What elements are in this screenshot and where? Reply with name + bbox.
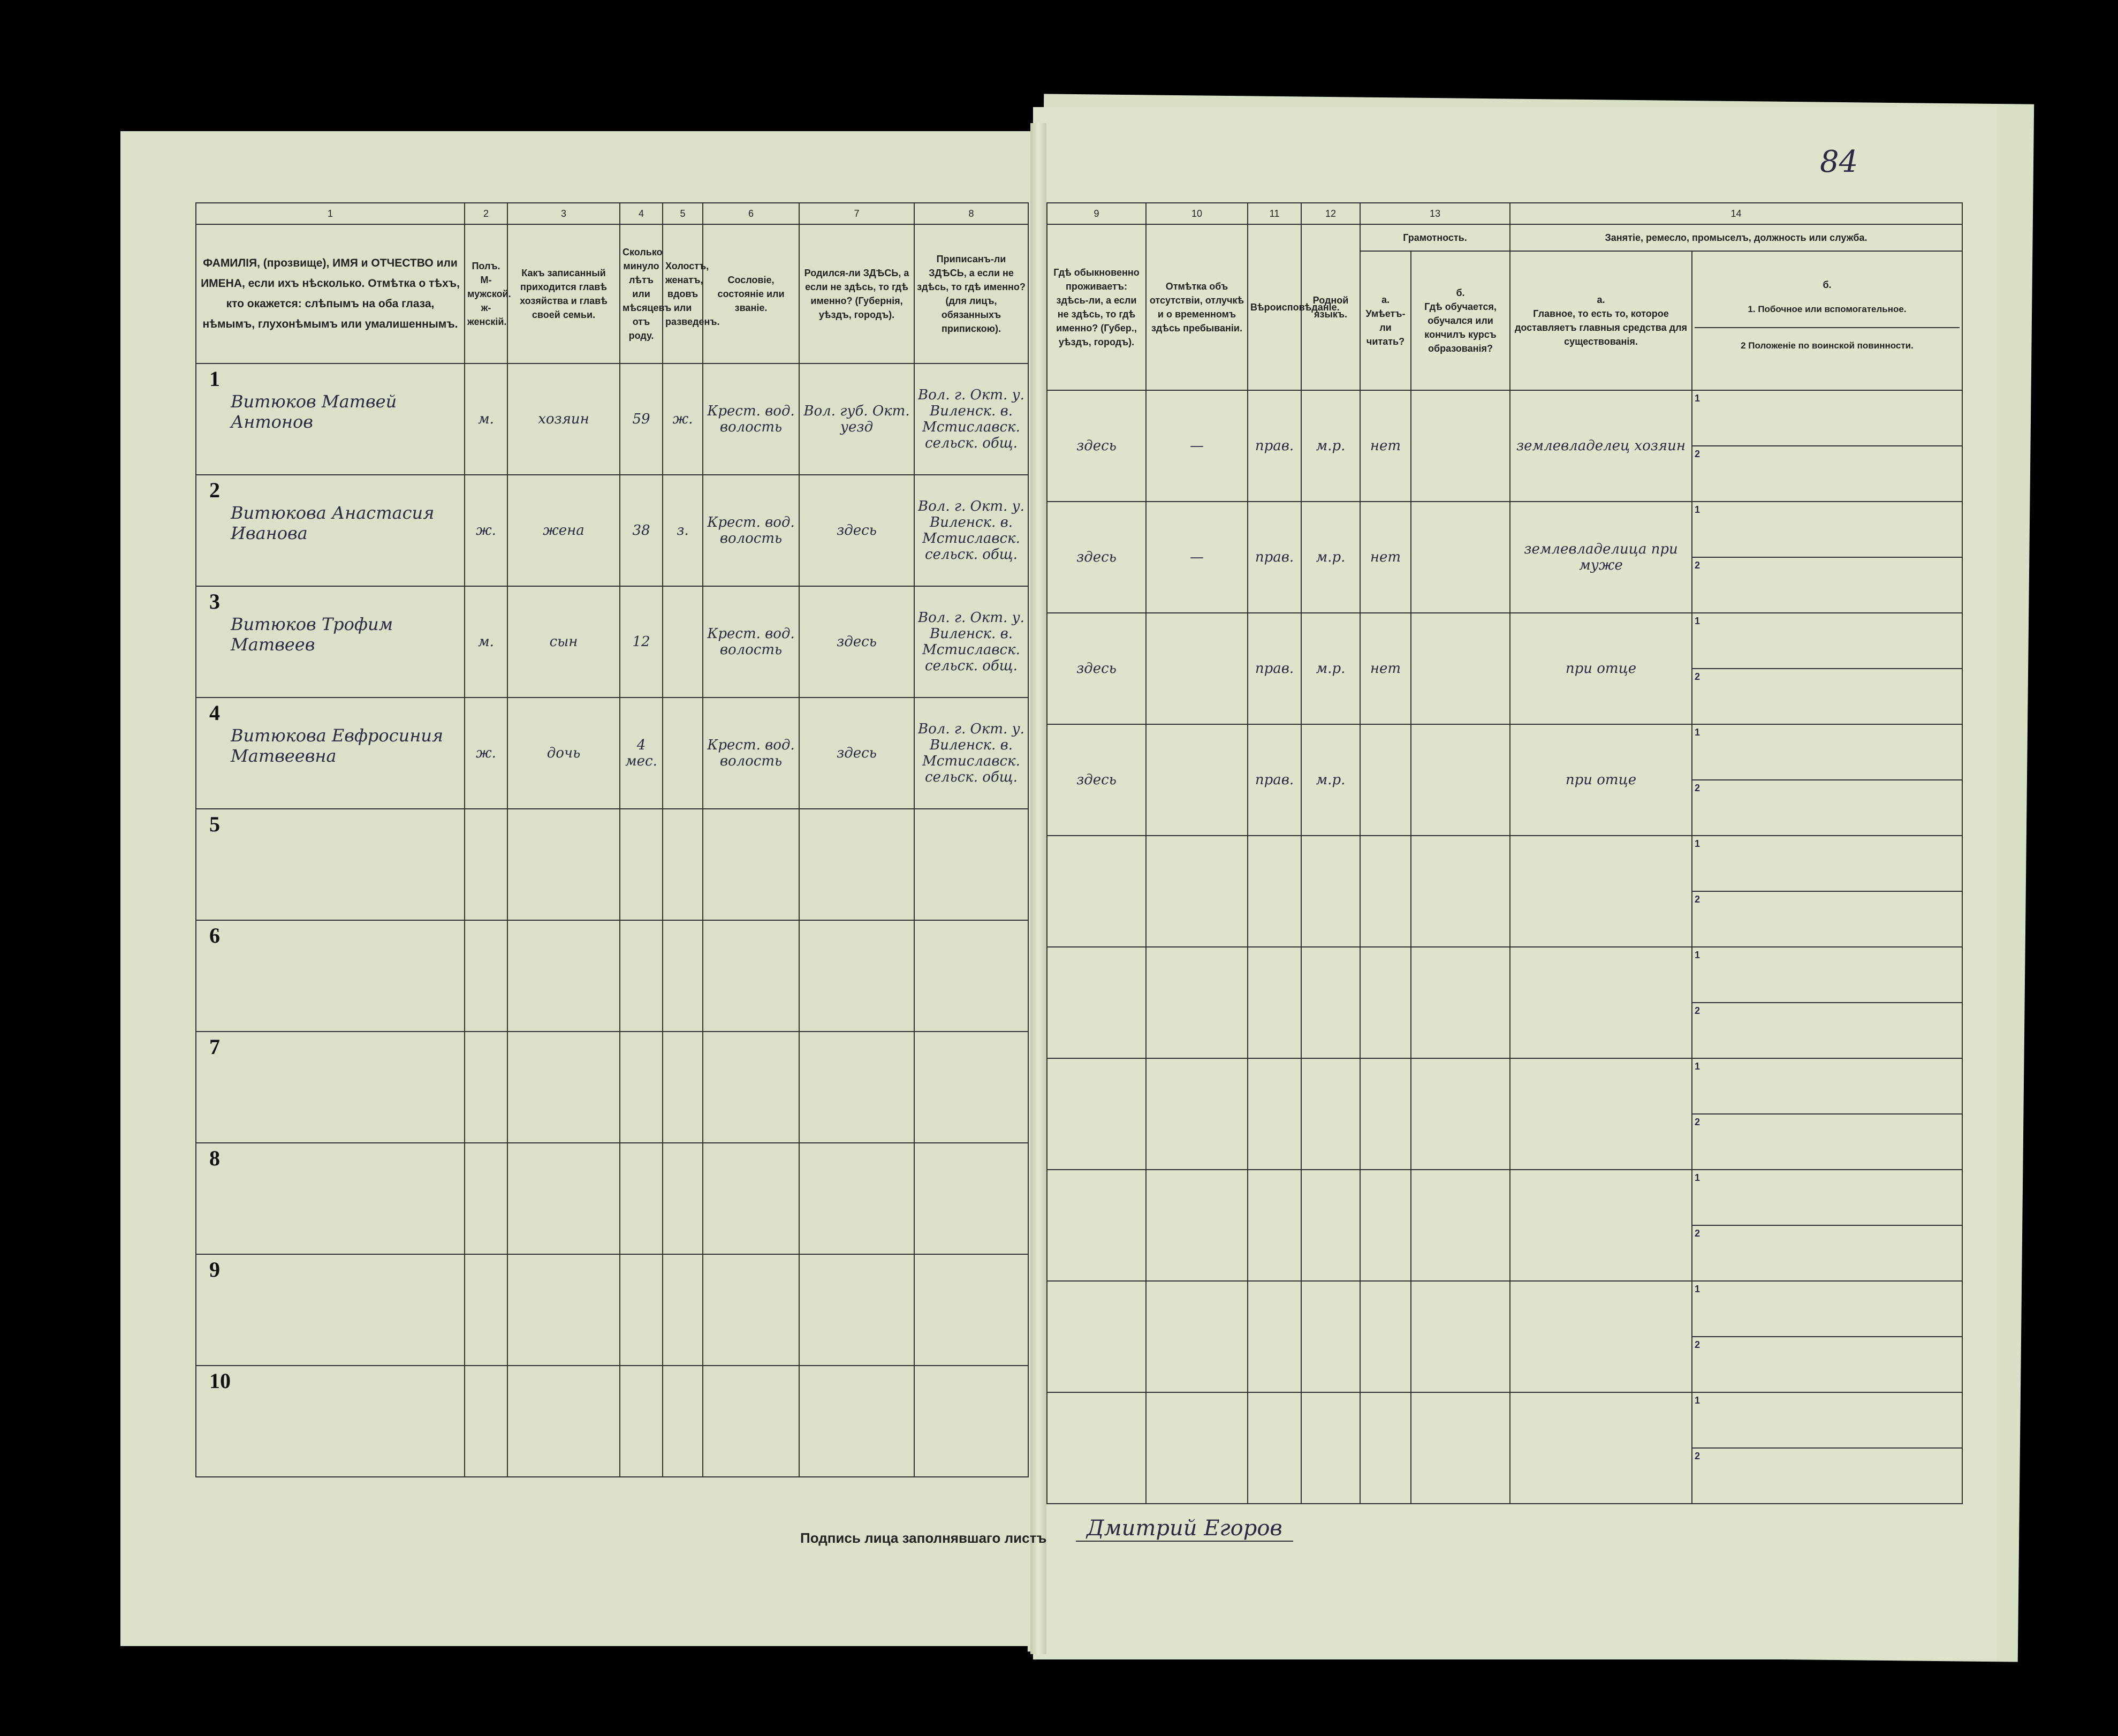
literacy-cell: нет	[1360, 613, 1411, 724]
sex-cell: м.	[465, 363, 507, 475]
occupation-cell	[1510, 836, 1692, 947]
age-cell: 4 мес.	[620, 698, 663, 809]
marital-cell	[663, 1366, 703, 1477]
relation-cell	[507, 1254, 620, 1366]
estate-cell	[703, 920, 799, 1032]
language-cell	[1301, 1058, 1360, 1170]
literacy-cell	[1360, 1392, 1411, 1504]
side-occupation-2: 2	[1695, 1117, 1701, 1127]
language-cell	[1301, 836, 1360, 947]
table-row	[1047, 724, 1962, 836]
sex-cell	[465, 1254, 507, 1366]
religion-cell	[1248, 947, 1301, 1058]
col-6-num: 6	[703, 203, 799, 224]
language-cell	[1301, 1392, 1360, 1504]
row-number: 6	[209, 923, 220, 947]
side-occupation-1: 1	[1692, 613, 1962, 669]
col-14-num: 14	[1510, 203, 1962, 224]
education-cell	[1411, 390, 1510, 502]
occupation-cell: землевладелец хозяин	[1510, 390, 1692, 502]
estate-cell	[703, 1143, 799, 1254]
row-number: 1	[209, 367, 220, 391]
col-7-num: 7	[799, 203, 914, 224]
residence-cell: здесь	[1047, 390, 1146, 502]
side-occupation-cell	[1692, 947, 1962, 1058]
residence-cell	[1047, 1058, 1146, 1170]
col-11-num: 11	[1248, 203, 1301, 224]
registered-cell: Вол. г. Окт. у. Виленск. в. Мстиславск. сельск. общ.	[914, 363, 1028, 475]
registered-cell	[914, 1254, 1028, 1366]
estate-cell: Крест. вод. волость	[703, 475, 799, 586]
sex-cell	[465, 1143, 507, 1254]
estate-cell: Крест. вод. волость	[703, 698, 799, 809]
col-9-num: 9	[1047, 203, 1146, 224]
age-cell: 38	[620, 475, 663, 586]
sex-cell	[465, 809, 507, 920]
side-occupation-1: 1	[1692, 1393, 1962, 1449]
side-occupation-1: 1	[1692, 725, 1962, 780]
name-cell	[196, 698, 465, 809]
side-occupation-split	[1692, 725, 1962, 835]
page-number: 84	[1820, 145, 1858, 179]
name-cell	[196, 586, 465, 698]
table-row	[196, 363, 1028, 475]
age-cell	[620, 920, 663, 1032]
absence-cell	[1146, 724, 1248, 836]
registered-cell	[914, 809, 1028, 920]
table-row	[196, 1254, 1028, 1366]
col-7-header: Родился-ли ЗДѢСЬ, а если не здѣсь, то гдѣ именно? (Губернія, уѣздъ, городъ).	[799, 224, 914, 363]
language-cell	[1301, 947, 1360, 1058]
religion-cell	[1248, 1170, 1301, 1281]
name-cell	[196, 363, 465, 475]
education-cell	[1411, 836, 1510, 947]
occupation-cell	[1510, 1281, 1692, 1392]
col-14a-header	[1510, 251, 1692, 390]
age-cell: 59	[620, 363, 663, 475]
absence-cell	[1146, 836, 1248, 947]
religion-cell: прав.	[1248, 724, 1301, 836]
religion-cell: прав.	[1248, 502, 1301, 613]
col-14a-label: а.	[1597, 294, 1605, 305]
religion-cell	[1248, 1392, 1301, 1504]
estate-cell: Крест. вод. волость	[703, 363, 799, 475]
religion-cell	[1248, 1058, 1301, 1170]
absence-cell	[1146, 613, 1248, 724]
col-12-header: Родной языкъ.	[1301, 224, 1360, 390]
side-occupation-cell	[1692, 1058, 1962, 1170]
col-14b2-text: 2 Положеніе по воинской повинности.	[1741, 340, 1914, 351]
side-occupation-split	[1692, 947, 1962, 1058]
col-3-header: Какъ записанный приходится главѣ хозяйства и главѣ своей семьи.	[507, 224, 620, 363]
name-cell	[196, 1143, 465, 1254]
side-occupation-cell	[1692, 724, 1962, 836]
side-occupation-2: 2	[1695, 1005, 1701, 1016]
side-occupation-1: 1	[1692, 391, 1962, 446]
education-cell	[1411, 1281, 1510, 1392]
col-12-num: 12	[1301, 203, 1360, 224]
side-occupation-split	[1692, 1282, 1962, 1392]
registered-cell: Вол. г. Окт. у. Виленск. в. Мстиславск. сельск. общ.	[914, 475, 1028, 586]
education-cell	[1411, 1392, 1510, 1504]
right-census-table	[1046, 202, 1963, 1504]
col-13-num: 13	[1360, 203, 1510, 224]
name-cell	[196, 920, 465, 1032]
col-13-header: Грамотность.	[1360, 224, 1510, 251]
religion-cell: прав.	[1248, 613, 1301, 724]
side-occupation-1: 1	[1692, 1170, 1962, 1226]
side-occupation-2: 2	[1695, 1451, 1701, 1461]
col-14a-text: Главное, то есть то, которое доставляетъ главныя средства для существованія.	[1514, 308, 1688, 347]
side-occupation-cell	[1692, 1170, 1962, 1281]
age-cell: 12	[620, 586, 663, 698]
birth-cell	[799, 1143, 914, 1254]
side-occupation-cell	[1692, 502, 1962, 613]
birth-cell	[799, 809, 914, 920]
table-row	[1047, 947, 1962, 1058]
col-14b1-text: 1. Побочное или вспомогательное.	[1695, 292, 1960, 328]
residence-cell	[1047, 1281, 1146, 1392]
literacy-cell	[1360, 1281, 1411, 1392]
education-cell	[1411, 724, 1510, 836]
residence-cell: здесь	[1047, 502, 1146, 613]
table-row	[196, 698, 1028, 809]
age-cell	[620, 1032, 663, 1143]
side-occupation-split	[1692, 1170, 1962, 1280]
col-2-header: Полъ. М-мужской. ж-женскій.	[465, 224, 507, 363]
side-occupation-1: 1	[1692, 1282, 1962, 1337]
col-10-num: 10	[1146, 203, 1248, 224]
table-row	[1047, 836, 1962, 947]
col-11-header: Вѣроисповѣданіе.	[1248, 224, 1301, 390]
occupation-cell	[1510, 1170, 1692, 1281]
language-cell	[1301, 1170, 1360, 1281]
birth-cell: Вол. губ. Окт. уезд	[799, 363, 914, 475]
name-cell	[196, 1032, 465, 1143]
language-cell: м.р.	[1301, 613, 1360, 724]
birth-cell	[799, 1032, 914, 1143]
relation-cell: дочь	[507, 698, 620, 809]
col-9-header: Гдѣ обыкновенно проживаетъ: здѣсь-ли, а если не здѣсь, то гдѣ именно? (Губер., уѣздъ, городъ).	[1047, 224, 1146, 390]
occupation-cell	[1510, 947, 1692, 1058]
relation-cell: жена	[507, 475, 620, 586]
name-cell	[196, 809, 465, 920]
table-row	[1047, 1281, 1962, 1392]
literacy-cell: нет	[1360, 502, 1411, 613]
marital-cell	[663, 698, 703, 809]
side-occupation-1: 1	[1692, 836, 1962, 892]
registered-cell: Вол. г. Окт. у. Виленск. в. Мстиславск. сельск. общ.	[914, 586, 1028, 698]
person-name: Витюкова Евфросиния Матвеевна	[231, 725, 444, 766]
table-row	[1047, 1058, 1962, 1170]
literacy-cell	[1360, 947, 1411, 1058]
col-1-header: ФАМИЛІЯ, (прозвище), ИМЯ и ОТЧЕСТВО или ИМЕНА, если ихъ нѣсколько. Отмѣтка о тѣхъ, кто окажется: слѣпымъ на оба глаза, нѣмымъ, глухонѣмымъ или умалишеннымъ.	[196, 224, 465, 363]
side-occupation-cell	[1692, 1281, 1962, 1392]
residence-cell: здесь	[1047, 724, 1146, 836]
residence-cell: здесь	[1047, 613, 1146, 724]
occupation-cell: при отце	[1510, 613, 1692, 724]
registered-cell: Вол. г. Окт. у. Виленск. в. Мстиславск. сельск. общ.	[914, 698, 1028, 809]
person-name: Витюков Трофим Матвеев	[231, 614, 393, 655]
col-13a-header	[1360, 251, 1411, 390]
estate-cell: Крест. вод. волость	[703, 586, 799, 698]
relation-cell: сын	[507, 586, 620, 698]
occupation-cell	[1510, 1392, 1692, 1504]
row-number: 10	[209, 1369, 231, 1393]
relation-cell	[507, 1366, 620, 1477]
col-13b-text: Гдѣ обучается, обучался или кончилъ курсъ образованія?	[1424, 301, 1497, 354]
literacy-cell	[1360, 1058, 1411, 1170]
person-name: Витюкова Анастасия Иванова	[231, 503, 435, 543]
table-row	[196, 809, 1028, 920]
education-cell	[1411, 613, 1510, 724]
signature-label: Подпись лица заполнявшаго листъ	[800, 1530, 1047, 1546]
relation-cell	[507, 1032, 620, 1143]
estate-cell	[703, 1254, 799, 1366]
side-occupation-2: 2	[1695, 449, 1701, 459]
person-name: Витюков Матвей Антонов	[231, 391, 397, 432]
religion-cell	[1248, 1281, 1301, 1392]
marital-cell	[663, 1032, 703, 1143]
table-row	[1047, 390, 1962, 502]
col-10-header: Отмѣтка объ отсутствіи, отлучкѣ и о временномъ здѣсь пребываніи.	[1146, 224, 1248, 390]
occupation-cell: при отце	[1510, 724, 1692, 836]
col-1-num: 1	[196, 203, 465, 224]
name-cell	[196, 1254, 465, 1366]
table-row	[1047, 1170, 1962, 1281]
absence-cell	[1146, 947, 1248, 1058]
row-number: 5	[209, 812, 220, 836]
table-row	[196, 1143, 1028, 1254]
col-14-header: Занятіе, ремесло, промыселъ, должность или служба.	[1510, 224, 1962, 251]
absence-cell	[1146, 1281, 1248, 1392]
col-2-num: 2	[465, 203, 507, 224]
religion-cell: прав.	[1248, 390, 1301, 502]
side-occupation-1: 1	[1692, 1059, 1962, 1115]
religion-cell	[1248, 836, 1301, 947]
sex-cell	[465, 1032, 507, 1143]
estate-cell	[703, 809, 799, 920]
estate-cell	[703, 1366, 799, 1477]
side-occupation-1: 1	[1692, 502, 1962, 558]
relation-cell: хозяин	[507, 363, 620, 475]
education-cell	[1411, 502, 1510, 613]
side-occupation-cell	[1692, 390, 1962, 502]
registered-cell	[914, 1032, 1028, 1143]
birth-cell	[799, 920, 914, 1032]
birth-cell	[799, 1366, 914, 1477]
birth-cell	[799, 1254, 914, 1366]
col-3-num: 3	[507, 203, 620, 224]
age-cell	[620, 1143, 663, 1254]
language-cell: м.р.	[1301, 502, 1360, 613]
absence-cell	[1146, 1392, 1248, 1504]
table-row	[1047, 1392, 1962, 1504]
estate-cell	[703, 1032, 799, 1143]
occupation-cell	[1510, 1058, 1692, 1170]
side-occupation-2: 2	[1695, 894, 1701, 905]
side-occupation-2: 2	[1695, 1339, 1701, 1350]
age-cell	[620, 1366, 663, 1477]
row-number: 4	[209, 701, 220, 725]
side-occupation-2: 2	[1695, 671, 1701, 682]
col-8-num: 8	[914, 203, 1028, 224]
side-occupation-split	[1692, 1393, 1962, 1503]
marital-cell	[663, 1254, 703, 1366]
side-occupation-cell	[1692, 836, 1962, 947]
col-4-num: 4	[620, 203, 663, 224]
col-13b-header	[1411, 251, 1510, 390]
side-occupation-split	[1692, 836, 1962, 946]
row-number: 2	[209, 478, 220, 502]
marital-cell: ж.	[663, 363, 703, 475]
sex-cell: ж.	[465, 698, 507, 809]
literacy-cell: нет	[1360, 390, 1411, 502]
row-number: 3	[209, 589, 220, 613]
table-row	[196, 920, 1028, 1032]
side-occupation-2: 2	[1695, 560, 1701, 571]
marital-cell	[663, 1143, 703, 1254]
residence-cell	[1047, 1170, 1146, 1281]
absence-cell	[1146, 1058, 1248, 1170]
residence-cell	[1047, 947, 1146, 1058]
residence-cell	[1047, 836, 1146, 947]
relation-cell	[507, 809, 620, 920]
sex-cell: ж.	[465, 475, 507, 586]
col-13a-label: а.	[1381, 294, 1390, 305]
sex-cell	[465, 1366, 507, 1477]
left-census-table	[195, 202, 1029, 1477]
absence-cell: —	[1146, 502, 1248, 613]
registered-cell	[914, 920, 1028, 1032]
occupation-cell: землевладелица при муже	[1510, 502, 1692, 613]
age-cell	[620, 809, 663, 920]
age-cell	[620, 1254, 663, 1366]
row-number: 9	[209, 1257, 220, 1282]
sex-cell	[465, 920, 507, 1032]
col-6-header: Сословіе, состояніе или званіе.	[703, 224, 799, 363]
table-row	[196, 586, 1028, 698]
col-13a-text: Умѣетъ-ли читать?	[1365, 308, 1406, 347]
absence-cell	[1146, 1170, 1248, 1281]
col-5-header: Холостъ, женатъ, вдовъ или разведенъ.	[663, 224, 703, 363]
side-occupation-split	[1692, 613, 1962, 724]
name-cell	[196, 1366, 465, 1477]
side-occupation-split	[1692, 1059, 1962, 1169]
table-row	[1047, 613, 1962, 724]
book-fold	[1030, 123, 1046, 1654]
language-cell: м.р.	[1301, 724, 1360, 836]
birth-cell: здесь	[799, 586, 914, 698]
row-number: 8	[209, 1146, 220, 1170]
side-occupation-split	[1692, 502, 1962, 612]
education-cell	[1411, 1170, 1510, 1281]
residence-cell	[1047, 1392, 1146, 1504]
side-occupation-2: 2	[1695, 1228, 1701, 1239]
col-8-header: Приписанъ-ли ЗДѢСЬ, а если не здѣсь, то гдѣ именно? (для лицъ, обязанныхъ припискою).	[914, 224, 1028, 363]
row-number: 7	[209, 1035, 220, 1059]
absence-cell: —	[1146, 390, 1248, 502]
literacy-cell	[1360, 724, 1411, 836]
table-row	[196, 475, 1028, 586]
education-cell	[1411, 1058, 1510, 1170]
birth-cell: здесь	[799, 475, 914, 586]
language-cell	[1301, 1281, 1360, 1392]
signature-value: Дмитрий Егоров	[1076, 1516, 1293, 1542]
marital-cell	[663, 920, 703, 1032]
table-row	[196, 1032, 1028, 1143]
relation-cell	[507, 920, 620, 1032]
col-14b-label: б.	[1823, 279, 1832, 290]
col-13b-label: б.	[1456, 287, 1465, 298]
col-14b-header	[1692, 251, 1962, 390]
sex-cell: м.	[465, 586, 507, 698]
side-occupation-cell	[1692, 613, 1962, 724]
education-cell	[1411, 947, 1510, 1058]
col-4-header: Сколько минуло лѣтъ или мѣсяцевъ отъ роду.	[620, 224, 663, 363]
side-occupation-1: 1	[1692, 947, 1962, 1003]
name-cell	[196, 475, 465, 586]
marital-cell	[663, 809, 703, 920]
side-occupation-split	[1692, 391, 1962, 501]
side-occupation-2: 2	[1695, 783, 1701, 793]
relation-cell	[507, 1143, 620, 1254]
marital-cell: з.	[663, 475, 703, 586]
registered-cell	[914, 1143, 1028, 1254]
registered-cell	[914, 1366, 1028, 1477]
col-5-num: 5	[663, 203, 703, 224]
side-occupation-cell	[1692, 1392, 1962, 1504]
marital-cell	[663, 586, 703, 698]
birth-cell: здесь	[799, 698, 914, 809]
language-cell: м.р.	[1301, 390, 1360, 502]
literacy-cell	[1360, 836, 1411, 947]
table-row	[196, 1366, 1028, 1477]
literacy-cell	[1360, 1170, 1411, 1281]
table-row	[1047, 502, 1962, 613]
